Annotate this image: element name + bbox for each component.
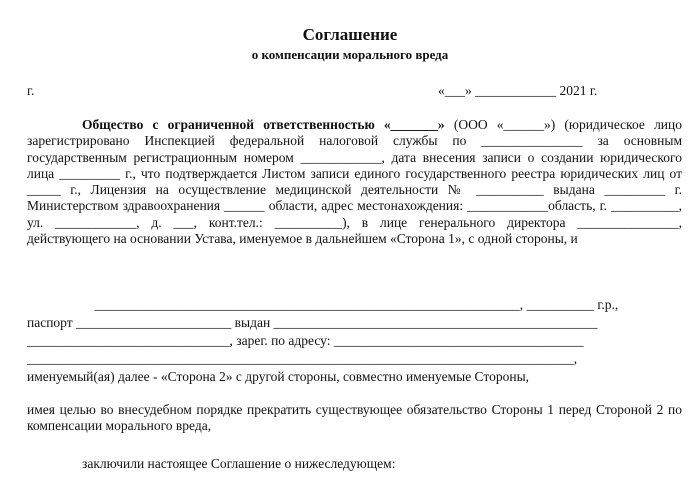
party2-name-line: _______________________________________________________________, __________ г.р., <box>27 297 619 312</box>
document-title: Соглашение <box>302 25 398 44</box>
party1-lead: Общество с ограниченной ответственностью «_______» <box>82 117 445 132</box>
purpose-paragraph <box>27 402 682 435</box>
city-field: г. <box>27 83 35 98</box>
party1-paragraph <box>27 117 682 247</box>
document-subtitle: о компенсации морального вреда <box>251 47 449 62</box>
party2-address-continuation: _________________________________________________________________________________, <box>27 351 578 366</box>
purpose-text: имея целью во внесудебном порядке прекратить существующее обязательство Стороны 1 перед Стороной 2 по компенсации морального вреда, <box>27 402 682 434</box>
conclusion-line: заключили настоящее Соглашение о нижеследующем: <box>82 456 396 471</box>
party2-designation: именуемый(ая) далее - «Сторона 2» с другой стороны, совместно именуемые Стороны, <box>27 369 530 384</box>
date-field: «___» ____________ 2021 г. <box>438 83 598 98</box>
party2-passport-line: паспорт _______________________ выдан ________________________________________________ <box>27 315 598 330</box>
party2-address-line: ______________________________, зарег. по адресу: _____________________________________ <box>27 333 584 348</box>
party1-text: (ООО «______») (юридическое лицо зарегистрировано Инспекцией федеральной налоговой службы по _______________ за основным государственным регистрационным номером ____________, дата внесения записи о создании юридического лица _________ г., что подтверждается Листом записи единого государственного реестра юридических лиц от _____ г., Лицензия на осуществление медицинской деятельности № __________ выдана _________ г. Министерством здравоохранения ______ области, адрес местонахождения: ____________область, г. __________, ул. ____________, д. ___, конт.тел.: __________), в лице генерального директора _______________, действующего на основании Устава, именуемое в дальнейшем «Сторона 1», с одной стороны, и <box>27 117 683 247</box>
